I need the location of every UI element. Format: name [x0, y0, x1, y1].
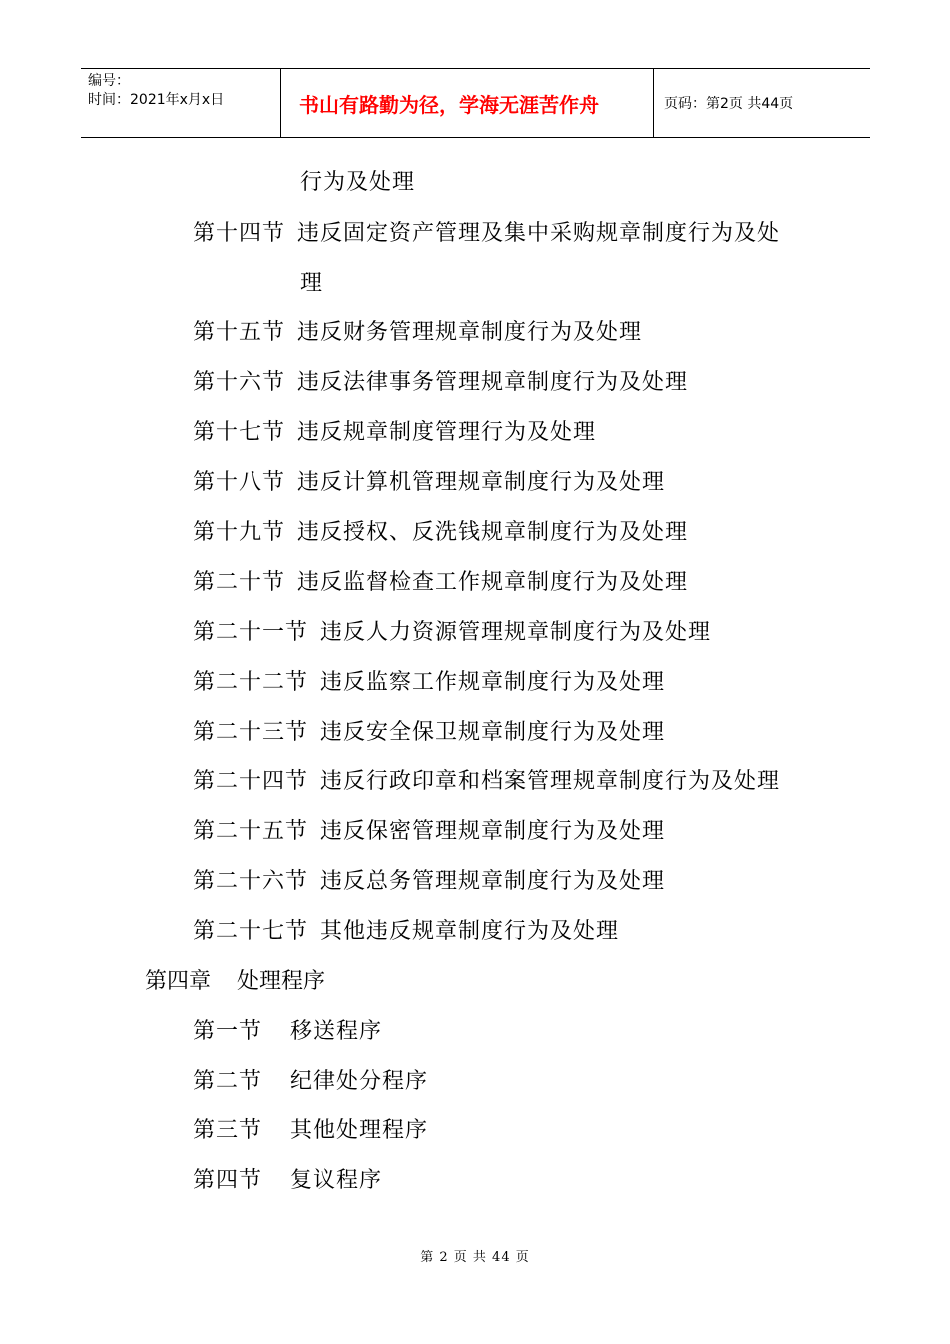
toc-entry-s15 — [193, 318, 642, 348]
section-title: 违反固定资产管理及集中采购规章制度行为及处 — [297, 221, 781, 246]
section-label: 第十八节 — [193, 470, 286, 495]
section-title: 违反人力资源管理规章制度行为及处理 — [320, 620, 712, 645]
header-page-info: 页码：第2页 共44页 — [664, 96, 794, 112]
toc-entry-c4s4 — [193, 1166, 382, 1196]
section-title: 违反行政印章和档案管理规章制度行为及处理 — [320, 769, 781, 794]
toc-entry-c4s2 — [193, 1067, 428, 1097]
toc-entry-c4s1 — [193, 1017, 382, 1047]
section-label: 第十七节 — [193, 420, 286, 445]
section-label: 第二十一节 — [193, 620, 309, 645]
time-label: 时间：2021年x月x日 — [88, 92, 225, 108]
section-title: 违反授权、反洗钱规章制度行为及处理 — [297, 520, 689, 545]
toc-entry-s20 — [193, 568, 688, 598]
section-title: 移送程序 — [290, 1019, 383, 1044]
section-label: 第十九节 — [193, 520, 286, 545]
section-label: 第十六节 — [193, 370, 286, 395]
section-title: 违反监察工作规章制度行为及处理 — [320, 670, 666, 695]
toc-entry-s18 — [193, 468, 665, 498]
section-title: 其他违反规章制度行为及处理 — [320, 919, 620, 944]
toc-entry-s27 — [193, 917, 619, 947]
section-label: 第二十五节 — [193, 819, 309, 844]
toc-entry-c4s3 — [193, 1116, 428, 1146]
toc-entry-s17 — [193, 418, 596, 448]
section-title: 其他处理程序 — [290, 1118, 429, 1143]
section-label: 第二十二节 — [193, 670, 309, 695]
toc-continuation: 行为及处理 — [300, 170, 416, 195]
section-label: 第二十四节 — [193, 769, 309, 794]
section-title: 违反保密管理规章制度行为及处理 — [320, 819, 666, 844]
toc-entry-s14-wrap: 理 — [300, 271, 324, 296]
section-label: 第十四节 — [193, 221, 286, 246]
toc-entry-s21 — [193, 618, 711, 648]
section-label: 第二十七节 — [193, 919, 309, 944]
section-title: 违反总务管理规章制度行为及处理 — [320, 869, 666, 894]
section-label: 第二十三节 — [193, 720, 309, 745]
toc-entry-s25 — [193, 817, 665, 847]
section-title: 违反财务管理规章制度行为及处理 — [297, 320, 643, 345]
section-title: 违反规章制度管理行为及处理 — [297, 420, 597, 445]
toc-entry-s22 — [193, 668, 665, 698]
page-header — [81, 68, 870, 138]
section-label: 第四节 — [193, 1168, 263, 1193]
toc-entry-s14 — [193, 219, 780, 249]
number-label: 编号： — [88, 73, 130, 89]
header-meta — [81, 69, 281, 137]
section-title: 复议程序 — [290, 1168, 383, 1193]
toc-entry-s19 — [193, 518, 688, 548]
toc-entry-s16 — [193, 368, 688, 398]
toc-entry-s26 — [193, 867, 665, 897]
section-label: 第二十节 — [193, 570, 286, 595]
section-title: 违反监督检查工作规章制度行为及处理 — [297, 570, 689, 595]
section-title: 纪律处分程序 — [290, 1069, 429, 1094]
chapter-heading — [145, 967, 325, 997]
toc-entry-s24 — [193, 767, 780, 797]
section-label: 第二十六节 — [193, 869, 309, 894]
section-title: 违反计算机管理规章制度行为及处理 — [297, 470, 666, 495]
header-motto: 书山有路勤为径，学海无涯苦作舟 — [281, 69, 654, 137]
chapter-title: 处理程序 — [237, 969, 326, 994]
toc-entry-s23 — [193, 718, 665, 748]
section-title: 违反安全保卫规章制度行为及处理 — [320, 720, 666, 745]
section-label: 第三节 — [193, 1118, 263, 1143]
section-label: 第十五节 — [193, 320, 286, 345]
section-label: 第二节 — [193, 1069, 263, 1094]
chapter-label: 第四章 — [145, 969, 212, 994]
section-label: 第一节 — [193, 1019, 263, 1044]
page-footer: 第 2 页 共 44 页 — [420, 1250, 530, 1265]
section-title: 违反法律事务管理规章制度行为及处理 — [297, 370, 689, 395]
